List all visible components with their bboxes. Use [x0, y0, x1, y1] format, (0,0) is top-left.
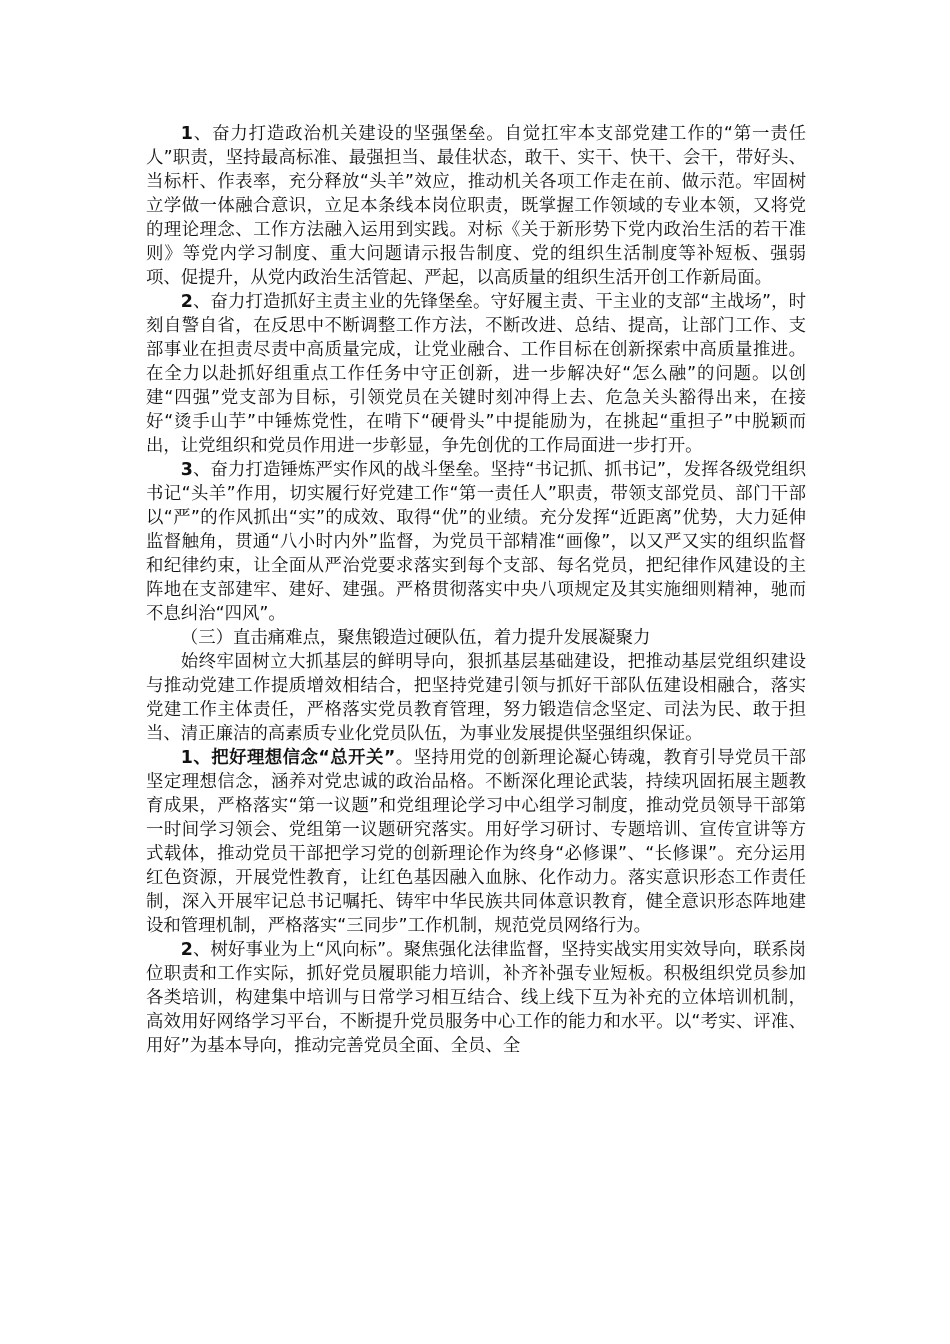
paragraph-text: 。坚持用党的创新理论凝心铸魂，教育引导党员干部坚定理想信念，涵养对党忠诚的政治品格。不断深化理论武装，持续巩固拓展主题教育成果，严格落实“第一议题”和党组理论学习中心组学习制度，推动党员领导干部第一时间学习领会、党组第一议题研究落实。用好学习研讨、专题培训、宣传宣讲等方式载体，推动党员干部把学习党的创新理论作为终身“必修课”、“长修课”。充分运用红色资源，开展党性教育，让红色基因融入血脉、化作动力。落实意识形态工作责任制，深入开展牢记总书记嘱托、铸牢中华民族共同体意识教育，健全意识形态阵地建设和管理机制，严格落实“三同步”工作机制，规范党员网络行为。: [146, 748, 806, 936]
paragraph-ideals-switch: [146, 746, 806, 938]
paragraph-text: 、树好事业为上“风向标”。聚焦强化法律监督，坚持实战实用实效导向，联系岗位职责和工作实际，抓好党员履职能力培训，补齐补强专业短板。积极组织党员参加各类培训，构建集中培训与日常学习相互结合、线上线下互为补充的立体培训机制，高效用好网络学习平台，不断提升党员服务中心工作的能力和水平。以“考实、评准、用好”为基本导向，推动完善党员全面、全员、全: [146, 940, 806, 1056]
paragraph-political-fortress: [146, 122, 806, 290]
section-heading: （三）直击痛难点，聚焦锻造过硬队伍，着力提升发展凝聚力: [180, 628, 651, 648]
item-number: 2: [180, 940, 193, 960]
paragraph-text: 始终牢固树立大抓基层的鲜明导向，狠抓基层基础建设，把推动基层党组织建设与推动党建工作提质增效相结合，把坚持党建引领与抓好干部队伍建设相融合，落实党建工作主体责任，严格落实党员教育管理，努力锻造信念坚定、司法为民、敢于担当、清正廉洁的高素质专业化党员队伍，为事业发展提供坚强组织保证。: [146, 652, 806, 744]
paragraph-combat-fortress: [146, 458, 806, 626]
paragraph-text: 、奋力打造政治机关建设的坚强堡垒。自觉扛牢本支部党建工作的“第一责任人”职责，坚持最高标准、最强担当、最佳状态，敢干、实干、快干、会干，带好头、当标杆、作表率，充分释放“头羊”效应，推动机关各项工作走在前、做示范。牢固树立学做一体融合意识，立足本条线本岗位职责，既掌握工作领域的专业本领，又将党的理论理念、工作方法融入运用到实践。对标《关于新形势下党内政治生活的若干准则》等党内学习制度、重大问题请示报告制度、党的组织生活制度等补短板、强弱项、促提升，从党内政治生活管起、严起，以高质量的组织生活开创工作新局面。: [146, 124, 806, 288]
paragraph-wind-vane: [146, 938, 806, 1058]
paragraph-pioneer-fortress: [146, 290, 806, 458]
item-number: 3: [180, 460, 193, 480]
paragraph-text: 、奋力打造锤炼严实作风的战斗堡垒。坚持“书记抓、抓书记”，发挥各级党组织书记“头羊”作用，切实履行好党建工作“第一责任人”职责，带领支部党员、部门干部以“严”的作风抓出“实”的成效、取得“优”的业绩。充分发挥“近距离”优势，大力延伸监督触角，贯通“八小时内外”监督，为党员干部精准“画像”，以又严又实的组织监督和纪律约束，让全面从严治党要求落实到每个支部、每名党员，把纪律作风建设的主阵地在支部建牢、建好、建强。严格贯彻落实中央八项规定及其实施细则精神，驰而不息纠治“四风”。: [146, 460, 806, 624]
item-number: 1: [180, 748, 193, 768]
item-number: 2: [180, 292, 193, 312]
paragraph-section-intro: [146, 650, 806, 746]
bold-lead: 、把好理想信念“总开关”: [192, 748, 396, 768]
paragraph-text: 、奋力打造抓好主责主业的先锋堡垒。守好履主责、干主业的支部“主战场”，时刻自警自省，在反思中不断调整工作方法，不断改进、总结、提高，让部门工作、支部事业在担责尽责中高质量完成，让党业融合、工作目标在创新探索中高质量推进。在全力以赴抓好组重点工作任务中守正创新，进一步解决好“怎么融”的问题。以创建“四强”党支部为目标，引领党员在关键时刻冲得上去、危急关头豁得出来，在接好“烫手山芋”中锤炼党性，在啃下“硬骨头”中提能励为，在挑起“重担子”中脱颖而出，让党组织和党员作用进一步彰显，争先创优的工作局面进一步打开。: [146, 292, 806, 456]
document-page: [146, 122, 806, 1058]
item-number: 1: [180, 124, 193, 144]
